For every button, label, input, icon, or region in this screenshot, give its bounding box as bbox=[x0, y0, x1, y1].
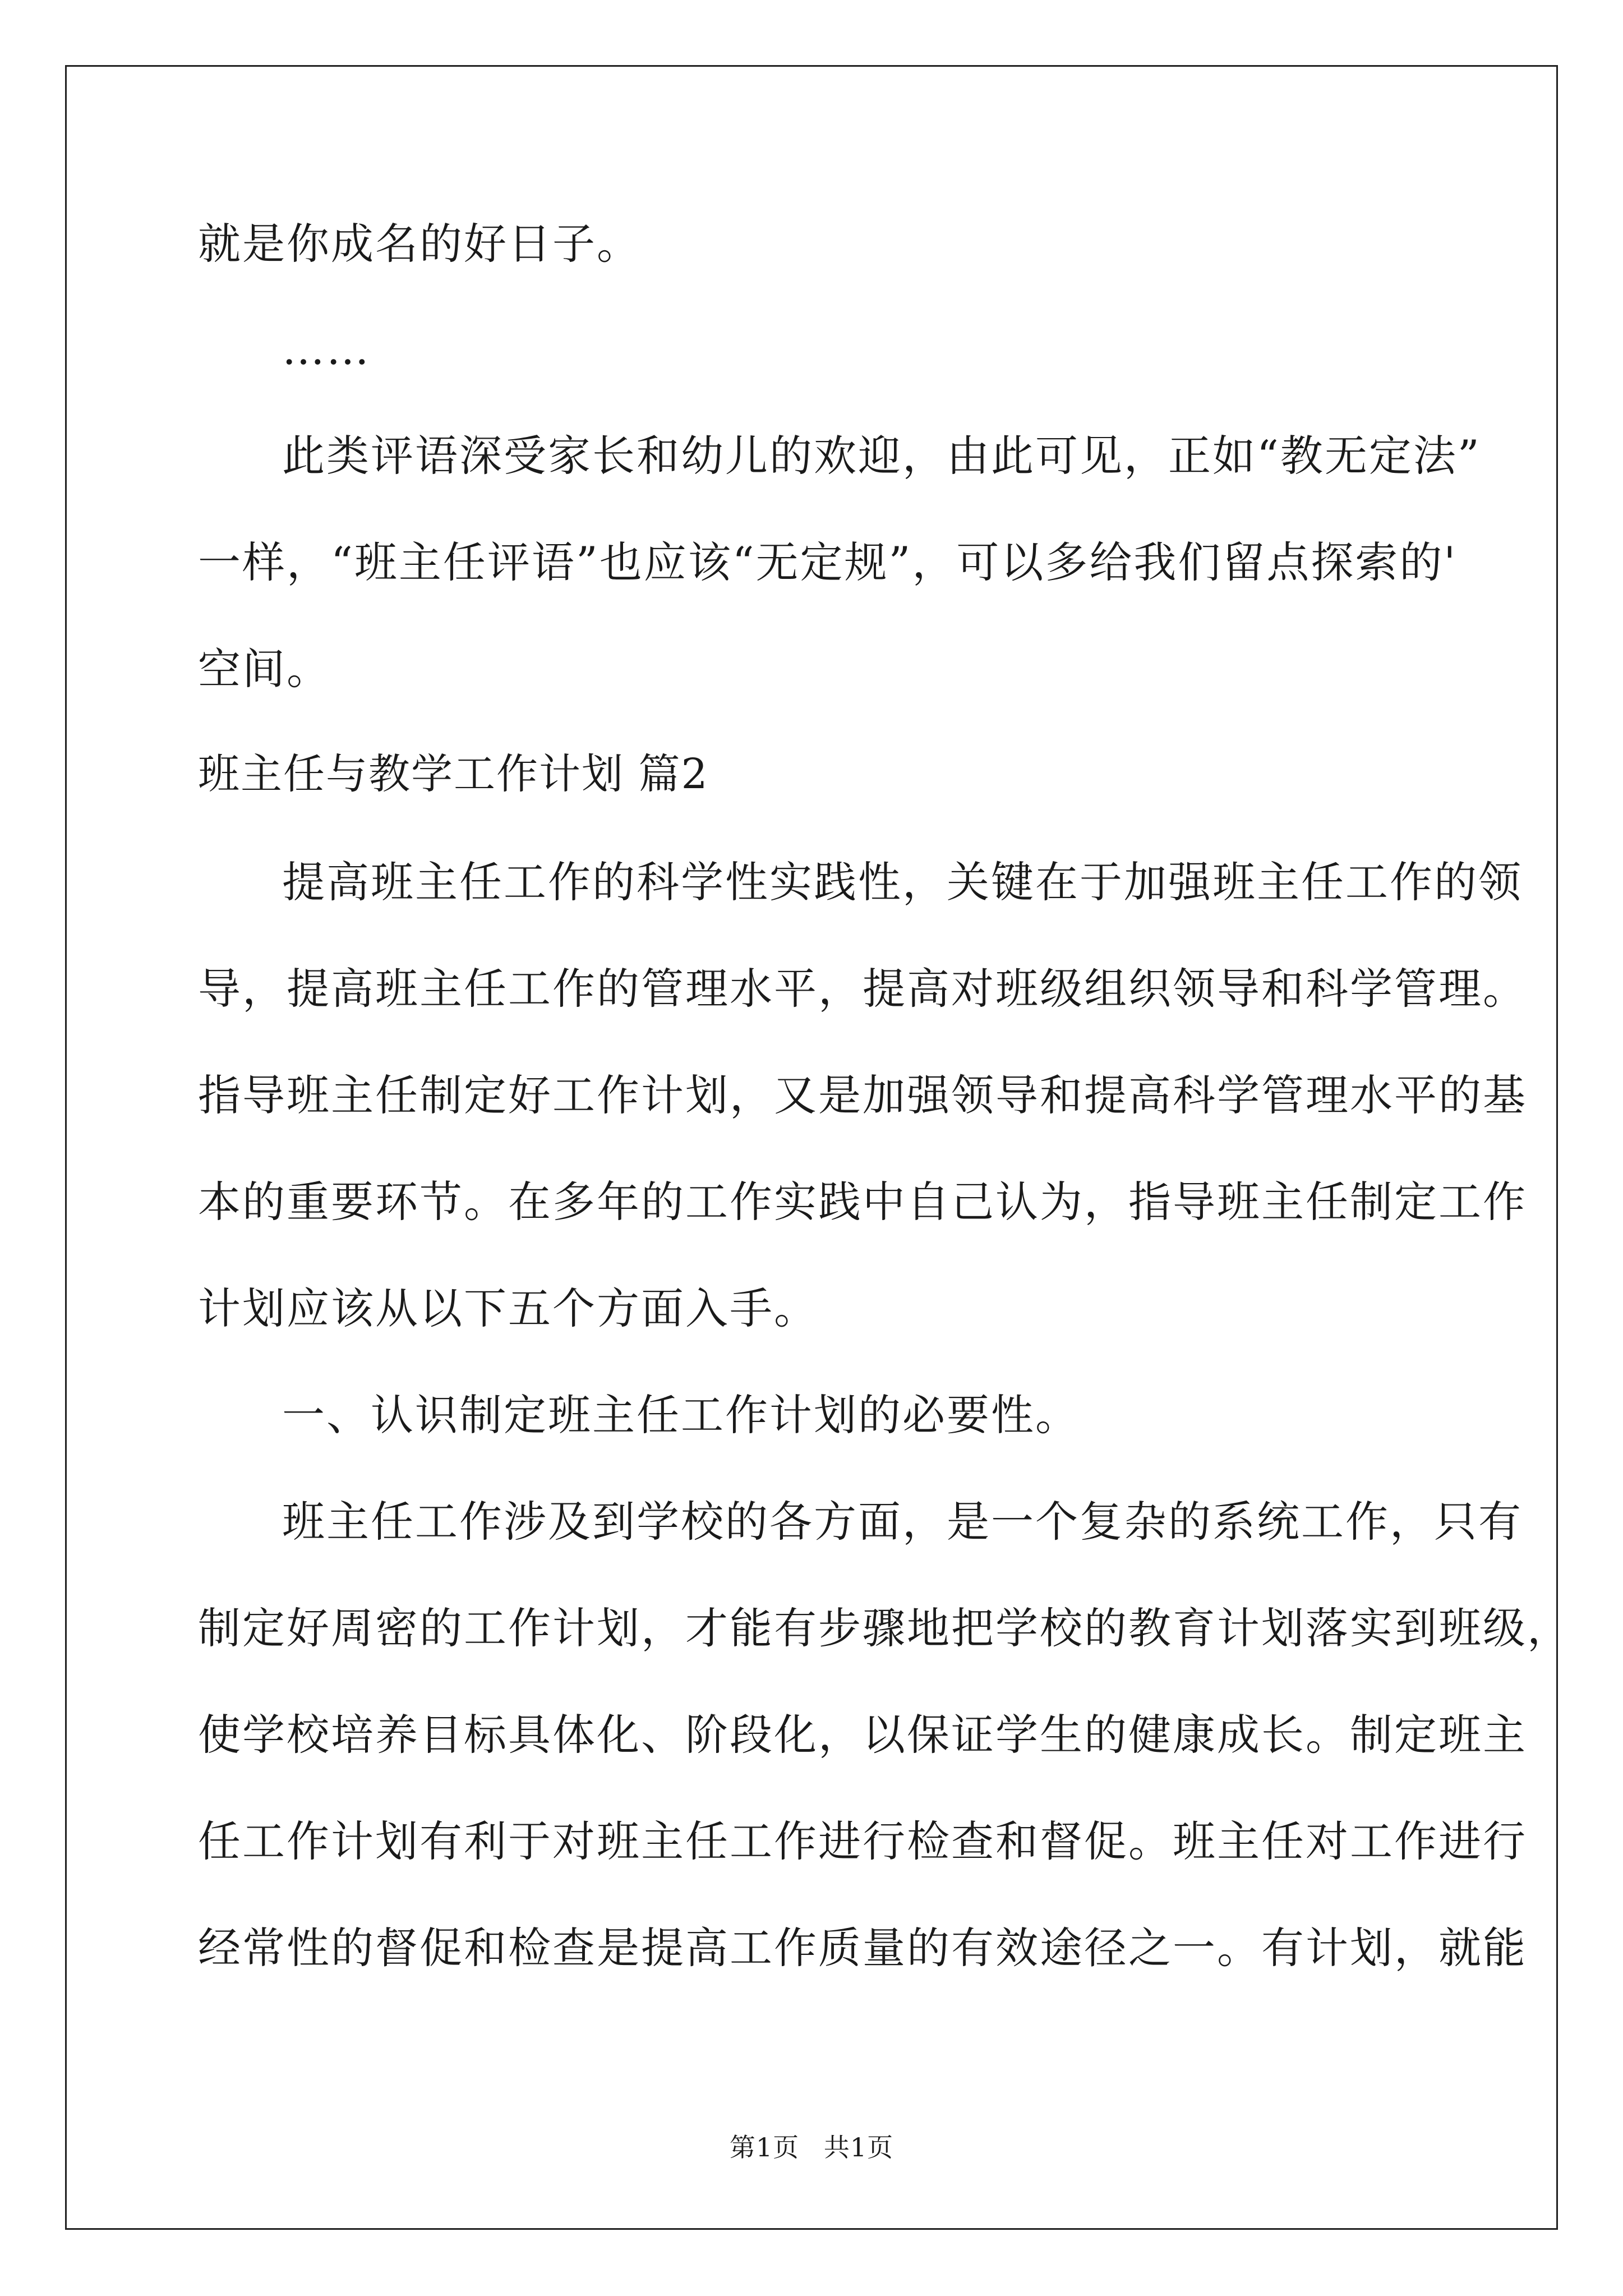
text-line: 提高班主任工作的科学性实践性，关键在于加强班主任工作的领 bbox=[282, 857, 1523, 907]
text-line: 就是你成名的好日子。 bbox=[198, 219, 641, 269]
page-footer bbox=[0, 2127, 1623, 2164]
text-line: 班主任工作涉及到学校的各方面，是一个复杂的系统工作，只有 bbox=[282, 1497, 1523, 1547]
text-line: …… bbox=[282, 324, 371, 374]
section-heading: 班主任与教学工作计划 篇2 bbox=[198, 750, 709, 798]
page-number-total: 共1页 bbox=[823, 2132, 894, 2162]
text-line: 一样，“班主任评语”也应该“无定规”，可以多给我们留点探索的' bbox=[198, 537, 1458, 587]
text-line: 此类评语深受家长和幼儿的欢迎，由此可见，正如“教无定法” bbox=[282, 431, 1481, 481]
text-line: 任工作计划有利于对班主任工作进行检查和督促。班主任对工作进行 bbox=[198, 1816, 1527, 1866]
text-line: 本的重要环节。在多年的工作实践中自己认为，指导班主任制定工作 bbox=[198, 1177, 1527, 1227]
text-line: 使学校培养目标具体化、阶段化，以保证学生的健康成长。制定班主 bbox=[198, 1710, 1527, 1760]
text-line: 一、认识制定班主任工作计划的必要性。 bbox=[282, 1390, 1080, 1440]
page-border bbox=[65, 65, 1571, 2230]
text-line: 计划应该从以下五个方面入手。 bbox=[198, 1283, 818, 1333]
text-line: 导，提高班主任工作的管理水平，提高对班级组织领导和科学管理。 bbox=[198, 964, 1527, 1014]
page-number-current: 第1页 bbox=[729, 2132, 800, 2162]
text-line: 空间。 bbox=[198, 644, 331, 694]
text-line: 经常性的督促和检查是提高工作质量的有效途径之一。有计划，就能 bbox=[198, 1923, 1527, 1973]
text-line: 指导班主任制定好工作计划，又是加强领导和提高科学管理水平的基 bbox=[198, 1070, 1527, 1120]
text-line: 制定好周密的工作计划，才能有步骤地把学校的教育计划落实到班级， bbox=[198, 1603, 1571, 1653]
